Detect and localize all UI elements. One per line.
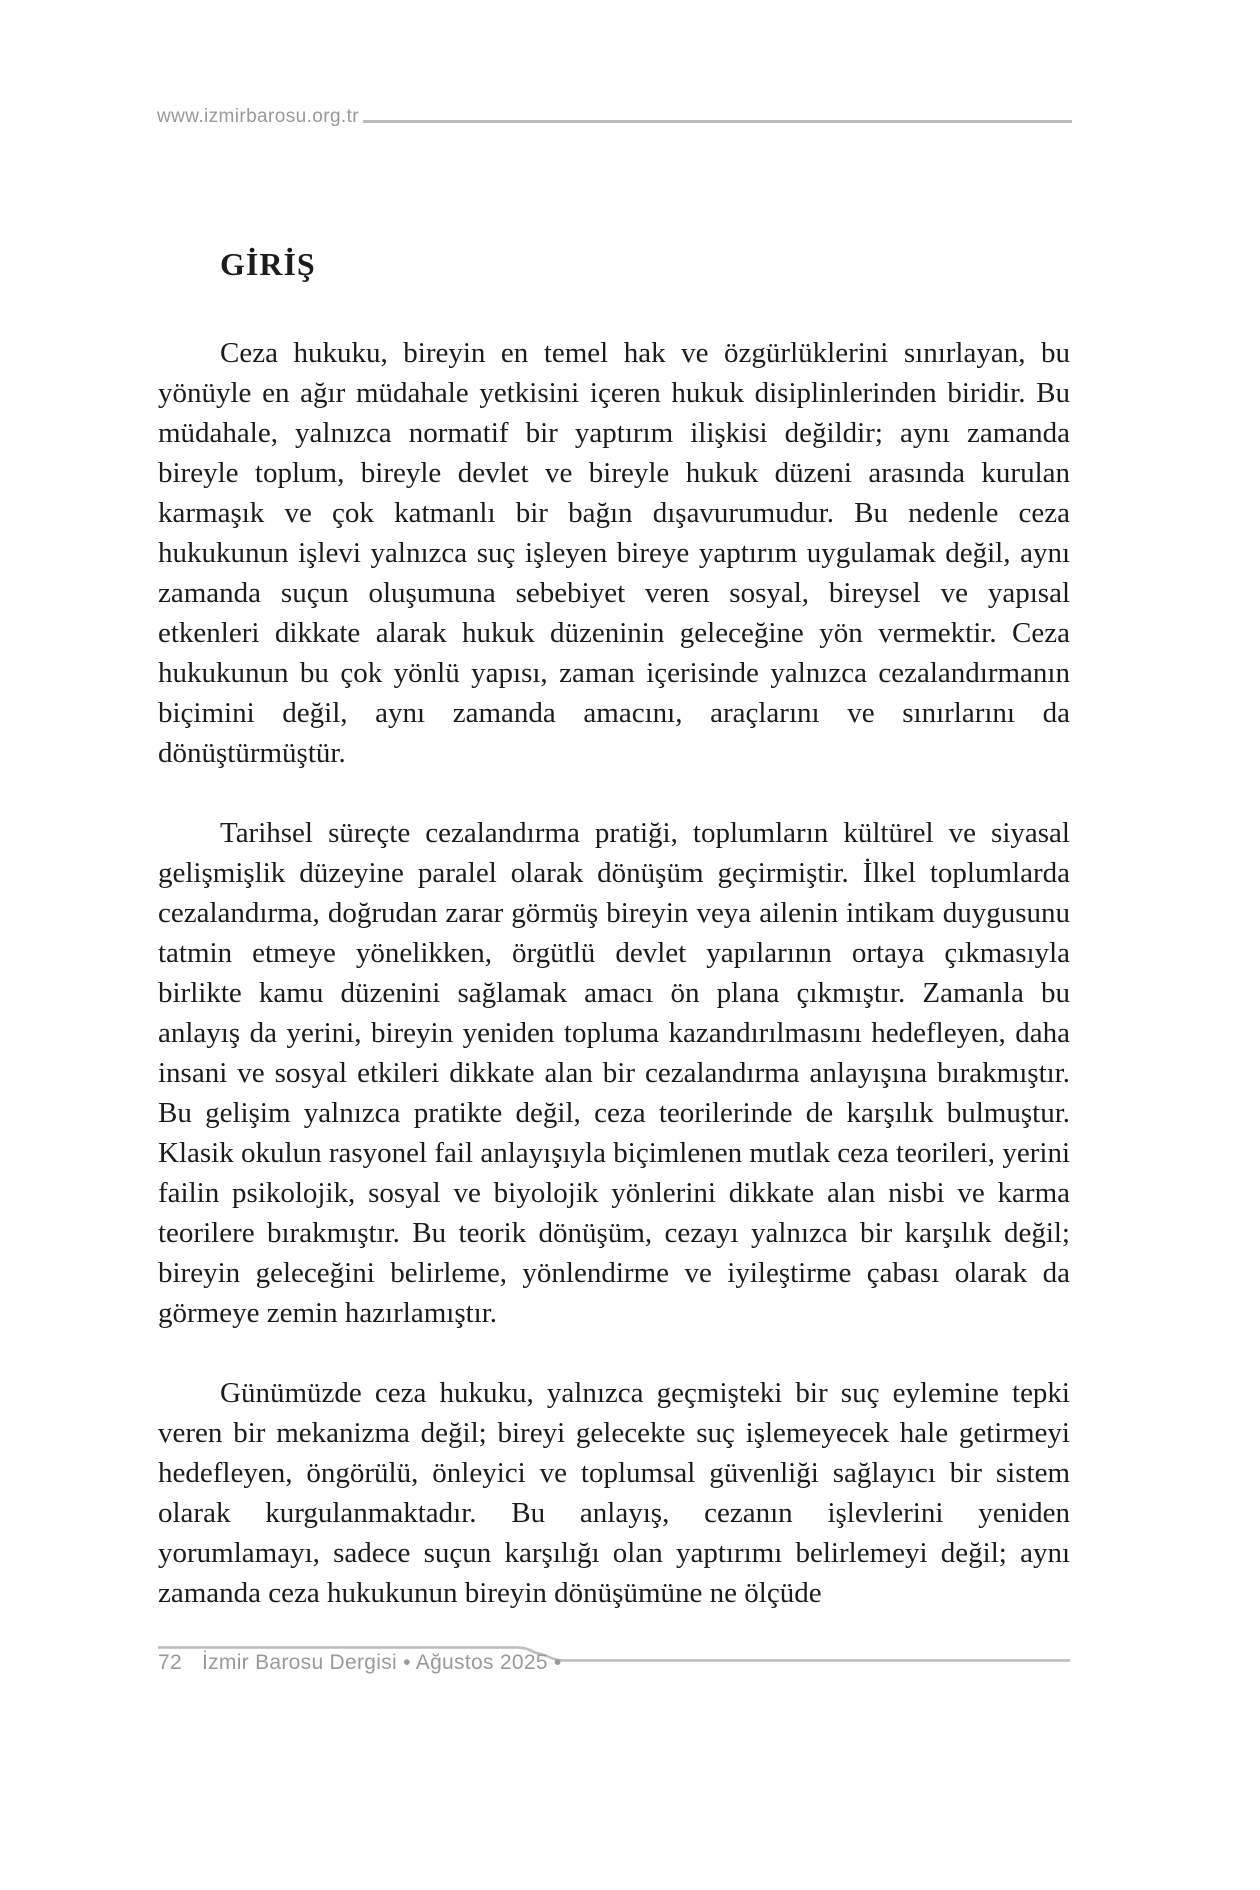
header-rule <box>363 120 1072 123</box>
article-body <box>158 246 1070 1653</box>
paragraph-list <box>158 333 1070 1613</box>
header-url: www.izmirbarosu.org.tr <box>157 106 360 127</box>
page-number: 72 <box>158 1651 182 1674</box>
journal-title-line: İzmir Barosu Dergisi • Ağustos 2025 • <box>201 1651 562 1674</box>
page-header <box>157 106 1072 128</box>
paragraph: Ceza hukuku, bireyin en temel hak ve özgürlüklerini sınırlayan, bu yönüyle en ağır müdahale yetkisini içeren hukuk disiplinlerinden biridir. Bu müdahale, yalnızca normatif bir yaptırım ilişkisi değildir; aynı zamanda bireyle toplum, bireyle devlet ve bireyle hukuk düzeni arasında kurulan karmaşık ve çok katmanlı bir bağın dışavurumudur. Bu nedenle ceza hukukunun işlevi yalnızca suç işleyen bireye yaptırım uygulamak değil, aynı zamanda suçun oluşumuna sebebiyet veren sosyal, bireysel ve yapısal etkenleri dikkate alarak hukuk düzeninin geleceğine yön vermektir. Ceza hukukunun bu çok yönlü yapısı, zaman içerisinde yalnızca cezalandırmanın biçimini değil, aynı zamanda amacını, araçlarını ve sınırlarını da dönüştürmüştür. <box>158 337 1070 769</box>
section-heading: GİRİŞ <box>220 246 316 282</box>
paragraph: Günümüzde ceza hukuku, yalnızca geçmişteki bir suç eylemine tepki veren bir mekanizma değil; bireyi gelecekte suç işlemeyecek hale getirmeyi hedefleyen, öngörülü, önleyici ve toplumsal güvenliği sağlayıcı bir sistem olarak kurgulanmaktadır. Bu anlayış, cezanın işlevlerini yeniden yorumlamayı, sadece suçun karşılığı olan yaptırımı belirlemeyi değil; aynı zamanda ceza hukukunun bireyin dönüşümüne ne ölçüde <box>158 1377 1070 1609</box>
page-footer <box>158 1651 562 1675</box>
paragraph: Tarihsel süreçte cezalandırma pratiği, toplumların kültürel ve siyasal gelişmişlik düzeyine paralel olarak dönüşüm geçirmiştir. İlkel toplumlarda cezalandırma, doğrudan zarar görmüş bireyin veya ailenin intikam duygusunu tatmin etmeye yönelikken, örgütlü devlet yapılarının ortaya çıkmasıyla birlikte kamu düzenini sağlamak amacı ön plana çıkmıştır. Zamanla bu anlayış da yerini, bireyin yeniden topluma kazandırılmasını hedefleyen, daha insani ve sosyal etkileri dikkate alan bir cezalandırma anlayışına bırakmıştır. Bu gelişim yalnızca pratikte değil, ceza teorilerinde de karşılık bulmuştur. Klasik okulun rasyonel fail anlayışıyla biçimlenen mutlak ceza teorileri, yerini failin psikolojik, sosyal ve biyolojik yönlerini dikkate alan nisbi ve karma teorilere bırakmıştır. Bu teorik dönüşüm, cezayı yalnızca bir karşılık değil; bireyin geleceğini belirleme, yönlendirme ve iyileştirme çabası olarak da görmeye zemin hazırlamıştır. <box>158 817 1070 1329</box>
